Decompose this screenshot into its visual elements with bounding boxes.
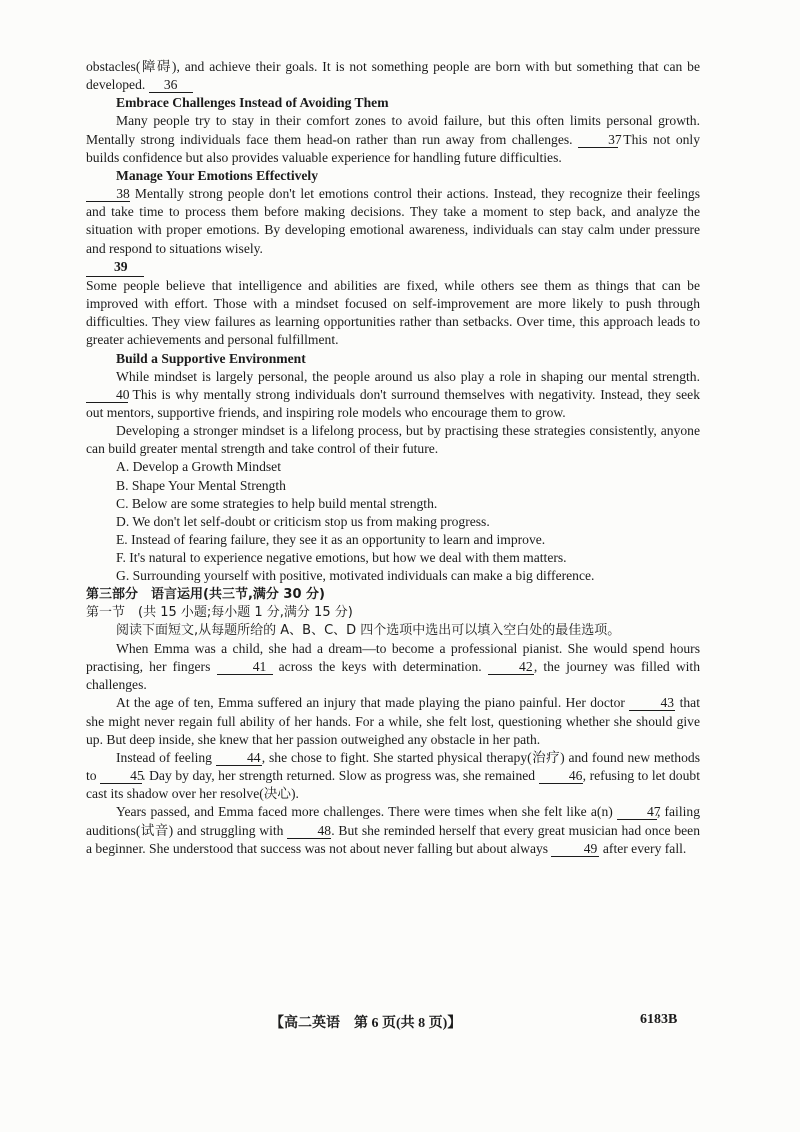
blank-43: 43 [629, 695, 675, 711]
page-label: 【高二英语 第 6 页(共 8 页)】 [270, 1016, 462, 1031]
option-a: A. Develop a Growth Mindset [116, 459, 281, 475]
blank-48: 48 [287, 823, 331, 839]
part3-title: 第三部分 语言运用(共三节,满分 30 分) [86, 586, 325, 602]
blank-37: 37 [578, 132, 618, 148]
exam-code: 6183B [640, 1012, 678, 1027]
paragraph: obstacles(障碍), and achieve their goals. It is not something people are born with but something that can be developed. 36 [86, 59, 700, 93]
blank-44: 44 [216, 750, 262, 766]
paragraph: Developing a stronger mindset is a lifelong process, but by practising these strategies consistently, anyone can build greater mental strength and take control of their future. [86, 423, 700, 457]
blank-49: 49 [551, 841, 599, 857]
blank-42: 42 [488, 659, 534, 675]
option-c: C. Below are some strategies to help build mental strength. [116, 495, 438, 511]
blank-46: 46 [539, 768, 583, 784]
blank-39: 39 [86, 258, 144, 277]
blank-39-line [86, 258, 700, 277]
exam-page [86, 58, 700, 858]
paragraph: At the age of ten, Emma suffered an injury that made playing the piano painful. Her doctor 43 that she might never regain full ability of her hands. For a while, she felt lost, questioning whether she should give up. But deep inside, she knew that her passion outweighed any obstacle in her path. [86, 695, 700, 747]
paragraph: Many people try to stay in their comfort zones to avoid failure, but this often limits personal growth. Mentally strong individuals face them head-on rather than run away from challenges. 37 This not only builds confidence but also provides valuable experience for handling future difficulties. [86, 113, 700, 165]
blank-36: 36 [149, 77, 193, 93]
paragraph: When Emma was a child, she had a dream—to become a professional pianist. She would spend hours practising, her fingers 41 across the keys with determination. 42, the journey was filled with challenges. [86, 641, 700, 693]
blank-47: 47 [617, 804, 657, 820]
section1-title: 第一节 (共 15 小题;每小题 1 分,满分 15 分) [86, 604, 353, 620]
paragraph: 38 Mentally strong people don't let emotions control their actions. Instead, they recognize their feelings and take time to process them before making decisions. They take a moment to step back, and analyze the situation with proper emotions. By developing emotional awareness, individuals can stay calm under pressure and respond to situations wisely. [86, 186, 700, 256]
instruction: 阅读下面短文,从每题所给的 A、B、C、D 四个选项中选出可以填入空白处的最佳选项。 [116, 622, 621, 638]
heading-manage-emotions: Manage Your Emotions Effectively [116, 167, 318, 183]
heading-embrace-challenges: Embrace Challenges Instead of Avoiding Them [116, 95, 389, 111]
paragraph: While mindset is largely personal, the people around us also play a role in shaping our mental strength. 40 This is why mentally strong individuals don't surround themselves with negativity. Instead, they seek out mentors, supportive friends, and inspiring role models who encourage them to grow. [86, 368, 700, 420]
paragraph: Instead of feeling 44, she chose to fight. She started physical therapy(治疗) and found new methods to 45. Day by day, her strength returned. Slow as progress was, she remained 46, refusing to let doubt cast its shadow over her resolve(决心). [86, 749, 700, 802]
option-g: G. Surrounding yourself with positive, motivated individuals can make a big difference. [116, 568, 595, 584]
option-d: D. We don't let self-doubt or criticism stop us from making progress. [116, 513, 490, 529]
option-e: E. Instead of fearing failure, they see it as an opportunity to learn and improve. [116, 532, 546, 548]
paragraph: Years passed, and Emma faced more challenges. There were times when she felt like a(n) 47, failing auditions(试音) and struggling with 48. But she reminded herself that every great musician had once been a beginner. She understood that success was not about never falling but about always 49 after every fall. [86, 804, 700, 856]
blank-45: 45 [100, 768, 142, 784]
heading-supportive-environment: Build a Supportive Environment [116, 350, 306, 366]
paragraph: Some people believe that intelligence and abilities are fixed, while others see them as things that can be improved with effort. Those with a mindset focused on self-improvement are more likely to push through difficulties. They view failures as learning opportunities rather than setbacks. Over time, this approach leads to greater achievements and personal fulfillment. [86, 277, 700, 348]
option-f: F. It's natural to experience negative emotions, but how we deal with them matters. [116, 550, 567, 566]
blank-41: 41 [217, 659, 273, 675]
blank-38: 38 [86, 186, 130, 202]
blank-40: 40 [86, 387, 128, 403]
option-b: B. Shape Your Mental Strength [116, 477, 286, 493]
